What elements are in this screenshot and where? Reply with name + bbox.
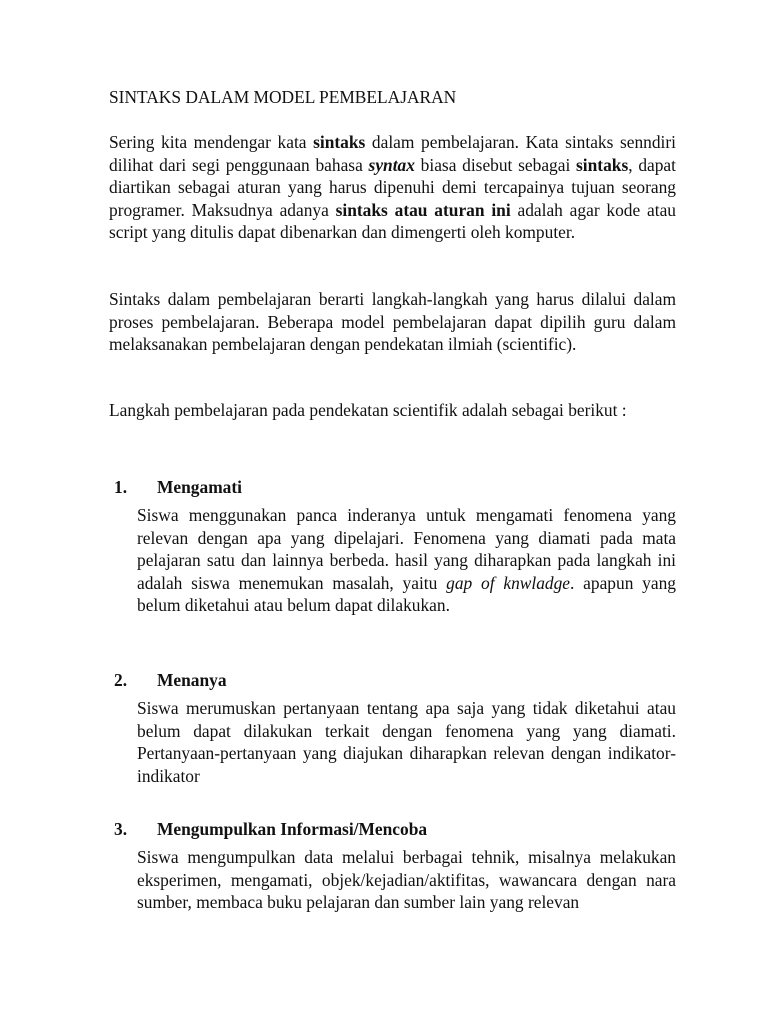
step-body-text-2: . apapun yang belum diketahui atau belum dapat dilakukan. bbox=[137, 572, 676, 616]
intro-bold-sintaks: sintaks bbox=[313, 132, 366, 152]
step-heading bbox=[114, 669, 227, 691]
intro-bold-aturan: sintaks atau aturan ini bbox=[335, 199, 511, 220]
intro-bold-sintaks-2: sintaks bbox=[576, 154, 629, 175]
syntax-paragraph: Sintaks dalam pembelajaran berarti langkah-langkah yang harus dilalui dalam proses pembelajaran. Beberapa model pembelajaran dapat dipilih guru dalam melaksanakan pembelajaran dengan pendekatan ilmiah (scientific). bbox=[109, 289, 676, 355]
step-number: 3. bbox=[114, 819, 128, 839]
intro-text-2: dalam pembelajaran. Kata sintaks senndiri dilihat dari segi penggunaan bahasa bbox=[109, 132, 677, 175]
page-title: SINTAKS DALAM MODEL PEMBELAJARAN bbox=[109, 87, 457, 107]
intro-text-3: biasa disebut sebagai bbox=[414, 154, 577, 175]
intro-bold-italic-syntax: syntax bbox=[368, 154, 415, 175]
step-title: Mengumpulkan Informasi/Mencoba bbox=[157, 819, 428, 839]
step-body-italic: gap of knwladge bbox=[446, 572, 571, 593]
step-heading bbox=[114, 818, 427, 840]
intro-text-4: , dapat diartikan sebagai aturan yang harus dipenuhi demi tercapainya tujuan seorang programer. Maksudnya adanya bbox=[109, 154, 676, 220]
step-body bbox=[137, 504, 676, 617]
step-title: Mengamati bbox=[157, 477, 243, 497]
step-number: 1. bbox=[114, 477, 128, 497]
intro-paragraph bbox=[109, 131, 676, 244]
step-body: Siswa merumuskan pertanyaan tentang apa saja yang tidak diketahui atau belum dapat dilakukan terkait dengan fenomena yang yang diamati. Pertanyaan-pertanyaan yang diajukan diharapkan relevan dengan indikator-indikator bbox=[137, 698, 676, 786]
intro-text-1: Sering kita mendengar kata bbox=[109, 132, 314, 152]
intro-text-5: adalah agar kode atau script yang ditulis dapat dibenarkan dan dimengerti oleh komputer. bbox=[109, 199, 676, 243]
step-body-text-1: Siswa menggunakan panca inderanya untuk mengamati fenomena yang relevan dengan apa yang dipelajari. Fenomena yang diamati pada mata pelajaran satu dan lainnya berbeda. hasil yang diharapkan pada langkah ini adalah siswa menemukan masalah, yaitu bbox=[137, 505, 676, 593]
step-body: Siswa mengumpulkan data melalui berbagai tehnik, misalnya melakukan eksperimen, mengamati, objek/kejadian/aktifitas, wawancara dengan nara sumber, membaca buku pelajaran dan sumber lain yang relevan bbox=[137, 847, 676, 913]
steps-intro-paragraph: Langkah pembelajaran pada pendekatan scientifik adalah sebagai berikut : bbox=[109, 400, 627, 420]
step-heading bbox=[114, 476, 242, 498]
step-title: Menanya bbox=[157, 670, 227, 690]
step-number: 2. bbox=[114, 670, 128, 690]
